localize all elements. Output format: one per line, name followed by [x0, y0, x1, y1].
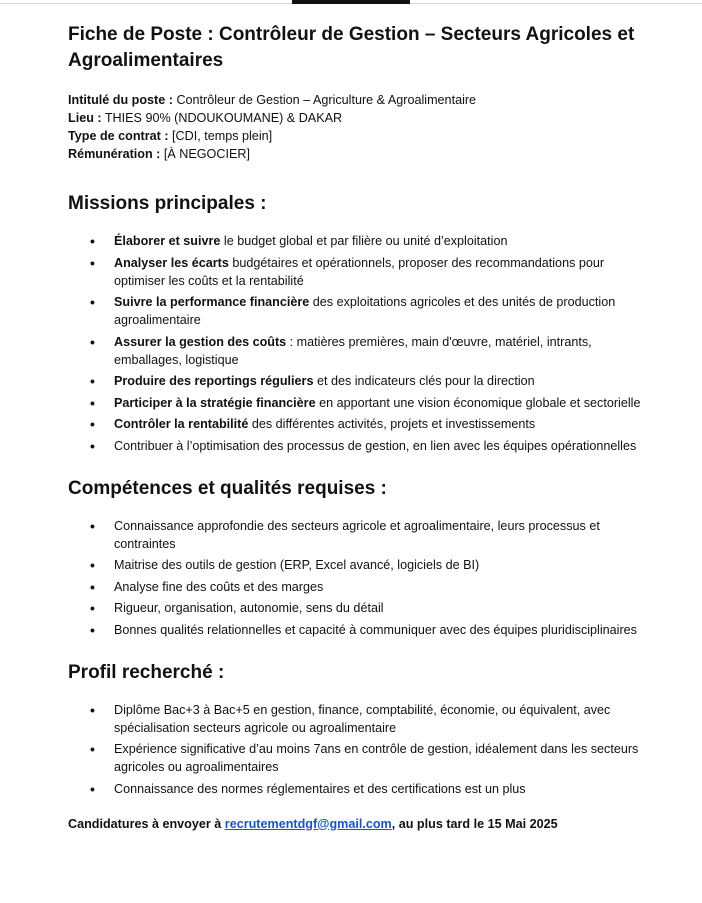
item-text: en apportant une vision économique globale et sectorielle	[315, 395, 641, 410]
list-item: • Bonnes qualités relationnelles et capacité à communiquer avec des équipes pluridisciplinaires	[68, 621, 658, 639]
profil-list	[68, 701, 658, 798]
item-bold: Produire des reportings réguliers	[114, 374, 314, 388]
item-text: : matières premières, main d'œuvre, matériel, intrants, emballages, logistique	[114, 334, 592, 367]
meta-contrat	[68, 127, 658, 145]
competences-heading: Compétences et qualités requises :	[68, 477, 387, 499]
meta-contrat-label: Type de contrat :	[68, 129, 169, 143]
list-item	[68, 372, 658, 390]
document-page	[68, 22, 658, 833]
item-text: des exploitations agricoles et des unités de production agroalimentaire	[114, 295, 616, 327]
item-bold: Contrôler la rentabilité	[114, 417, 249, 431]
item-text: le budget global et par filière ou unité d’exploitation	[220, 234, 508, 248]
meta-remuneration-value: [À NEGOCIER]	[160, 147, 250, 161]
list-item: • Rigueur, organisation, autonomie, sens du détail	[68, 599, 658, 617]
item-bold: Suivre la performance financière	[114, 295, 310, 309]
meta-lieu-label: Lieu :	[68, 111, 102, 125]
meta-intitule-value: Contrôleur de Gestion – Agriculture & Agroalimentaire	[172, 93, 477, 107]
item-text: des différentes activités, projets et investissements	[248, 417, 536, 431]
item-bold: Élaborer et suivre	[114, 234, 221, 248]
item-text: Contribuer à l’optimisation des processus de gestion, en lien avec les équipes opérationnelles	[114, 438, 637, 453]
page-title: Fiche de Poste : Contrôleur de Gestion – Secteurs Agricoles et Agroalimentaires	[68, 24, 635, 71]
item-bold: Participer à la stratégie financière	[114, 395, 316, 410]
item-bold: Assurer la gestion des coûts	[114, 334, 287, 349]
list-item: • Diplôme Bac+3 à Bac+5 en gestion, finance, comptabilité, économie, ou équivalent, avec spécialisation secteurs agricole ou agroalimentaire	[68, 701, 658, 737]
meta-lieu	[68, 109, 658, 127]
list-item: • Expérience significative d’au moins 7ans en contrôle de gestion, idéalement dans les secteurs agricoles ou agroalimentaires	[68, 740, 658, 776]
email-link[interactable]: recrutementdgf@gmail.com	[224, 816, 392, 831]
footer-prefix: Candidatures à envoyer à	[68, 816, 225, 831]
meta-intitule	[68, 91, 658, 109]
application-footer	[68, 815, 658, 833]
top-border	[0, 0, 702, 5]
meta-lieu-value: THIES 90% (NDOUKOUMANE) & DAKAR	[101, 111, 343, 125]
footer-suffix: , au plus tard le 15 Mai 2025	[391, 816, 558, 831]
list-item: • Analyse fine des coûts et des marges	[68, 578, 658, 596]
list-item	[68, 293, 658, 329]
missions-heading: Missions principales :	[68, 193, 267, 214]
list-item	[68, 415, 658, 433]
list-item: • Connaissance approfondie des secteurs agricole et agroalimentaire, leurs processus et contraintes	[68, 517, 658, 553]
list-item	[68, 254, 658, 290]
meta-intitule-label: Intitulé du poste :	[68, 93, 173, 107]
list-item: • Maitrise des outils de gestion (ERP, Excel avancé, logiciels de BI)	[68, 556, 658, 574]
top-tab-indicator	[292, 0, 410, 4]
list-item	[68, 333, 658, 369]
missions-list	[68, 232, 658, 455]
meta-remuneration-label: Rémunération :	[68, 147, 161, 161]
item-text: et des indicateurs clés pour la direction	[313, 374, 535, 388]
job-meta	[68, 91, 658, 163]
list-item: • Connaissance des normes réglementaires et des certifications est un plus	[68, 780, 658, 798]
item-text: budgétaires et opérationnels, proposer des recommandations pour optimiser les coûts et la rentabilité	[114, 255, 605, 288]
list-item	[68, 232, 658, 250]
meta-remuneration	[68, 145, 658, 163]
list-item	[68, 437, 658, 455]
meta-contrat-value: [CDI, temps plein]	[168, 129, 273, 143]
competences-list	[68, 517, 658, 639]
item-bold: Analyser les écarts	[114, 255, 229, 270]
list-item	[68, 394, 658, 412]
profil-heading: Profil recherché :	[68, 661, 225, 683]
